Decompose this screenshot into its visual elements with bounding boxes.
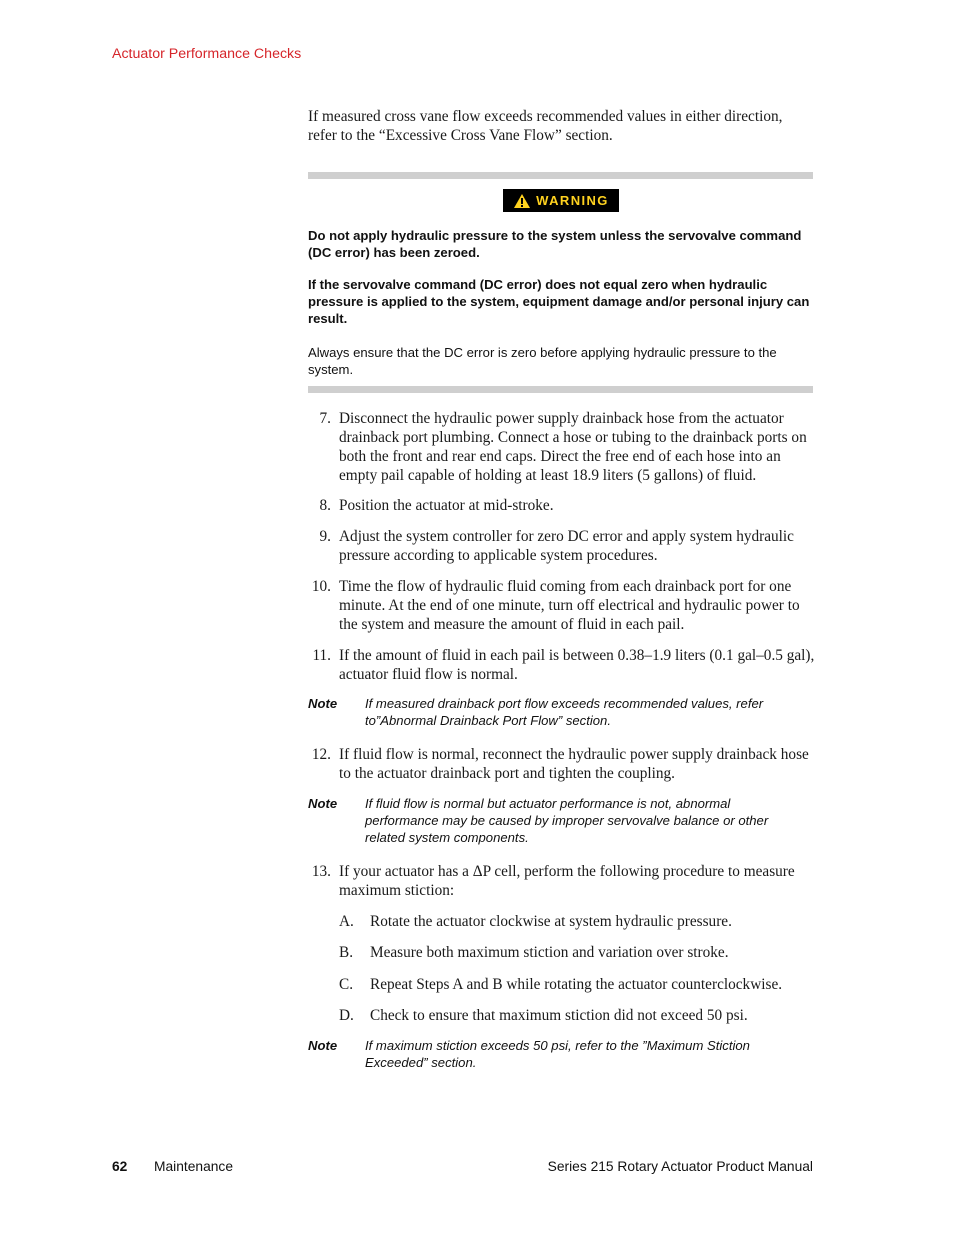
step-number: 8. xyxy=(319,497,331,514)
section-header: Actuator Performance Checks xyxy=(112,46,302,62)
substep-letter: C. xyxy=(339,976,354,993)
substep-text: Rotate the actuator clockwise at system hydraulic pressure. xyxy=(370,913,732,930)
step-number: 12. xyxy=(311,746,331,763)
warning-label: WARNING xyxy=(536,193,609,208)
step-text: Adjust the system controller for zero DC error and apply system hydraulic pressure according to applicable system procedures. xyxy=(339,528,794,564)
substep-text: Measure both maximum stiction and variation over stroke. xyxy=(370,944,729,961)
warning-text-bold-2: If the servovalve command (DC error) does not equal zero when hydraulic pressure is applied to the system, equipment damage and/or personal injury can result. xyxy=(308,277,810,326)
step-text: Position the actuator at mid-stroke. xyxy=(339,497,554,514)
footer-page-number: 62 xyxy=(112,1159,128,1174)
step-text: If fluid flow is normal, reconnect the hydraulic power supply drainback hose to the actuator drainback port and tighten the coupling. xyxy=(339,746,809,782)
substep-text: Check to ensure that maximum stiction did not exceed 50 psi. xyxy=(370,1007,748,1024)
substep-letter: A. xyxy=(339,913,354,930)
footer-chapter: Maintenance xyxy=(154,1159,234,1174)
step-number: 13. xyxy=(311,863,331,880)
substep-letter: D. xyxy=(339,1007,354,1024)
note-text: If fluid flow is normal but actuator performance is not, abnormal performance may be caused by improper servovalve balance or other related system components. xyxy=(365,796,769,845)
intro-paragraph: If measured cross vane flow exceeds recommended values in either direction, refer to the “Excessive Cross Vane Flow” section. xyxy=(308,108,783,144)
step-number: 10. xyxy=(311,578,331,595)
step-number: 11. xyxy=(312,647,331,664)
step-text: If your actuator has a ΔP cell, perform the following procedure to measure maximum stiction: xyxy=(339,863,795,899)
note-label: Note xyxy=(308,1038,338,1053)
substep-text: Repeat Steps A and B while rotating the actuator counterclockwise. xyxy=(370,976,783,993)
warning-top-rule xyxy=(308,172,813,179)
warning-triangle-icon xyxy=(513,193,531,209)
substep-letter: B. xyxy=(339,944,354,961)
warning-text-bold-1: Do not apply hydraulic pressure to the system unless the servovalve command (DC error) has been zeroed. xyxy=(308,228,802,260)
step-text: Disconnect the hydraulic power supply drainback hose from the actuator drainback port plumbing. Connect a hose or tubing to the drainback ports on both the front and rear end caps. Direct the free end of each hose into an empty pail capable of holding at least 18.9 liters (5 gallons) of fluid. xyxy=(339,410,807,484)
note-label: Note xyxy=(308,696,338,711)
note-text: If measured drainback port flow exceeds recommended values, refer to”Abnormal Drainback Port Flow” section. xyxy=(365,696,764,728)
warning-badge xyxy=(503,189,619,212)
warning-text-normal: Always ensure that the DC error is zero before applying hydraulic pressure to the system. xyxy=(308,345,777,377)
note-text: If maximum stiction exceeds 50 psi, refer to the ”Maximum Stiction Exceeded” section. xyxy=(365,1038,750,1070)
footer-manual-title: Series 215 Rotary Actuator Product Manual xyxy=(547,1159,813,1174)
step-number: 9. xyxy=(319,528,331,545)
step-text: Time the flow of hydraulic fluid coming from each drainback port for one minute. At the end of one minute, turn off electrical and hydraulic power to the system and measure the amount of fluid in each pail. xyxy=(339,578,800,633)
warning-bottom-rule xyxy=(308,386,813,393)
note-label: Note xyxy=(308,796,338,811)
step-text: If the amount of fluid in each pail is between 0.38–1.9 liters (0.1 gal–0.5 gal), actuator fluid flow is normal. xyxy=(339,647,815,683)
step-number: 7. xyxy=(319,410,331,427)
